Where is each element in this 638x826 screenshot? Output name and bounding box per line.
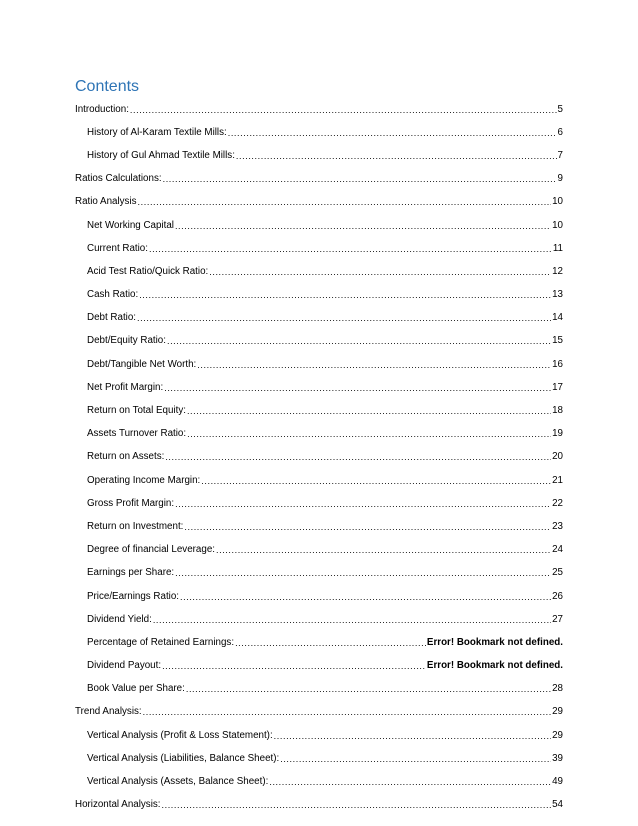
toc-entry-page-number: 10 [552, 196, 563, 208]
toc-entry-page-number: 24 [552, 544, 563, 556]
toc-entry-page-number: 23 [552, 520, 563, 532]
toc-entry-label[interactable]: Ratio Analysis [75, 196, 137, 208]
toc-entry-label[interactable]: Operating Income Margin: [87, 474, 201, 486]
toc-entry-page-number: 9 [557, 173, 563, 185]
toc-dot-leader [280, 753, 551, 765]
toc-entry-page-number: 10 [552, 219, 563, 231]
toc-entry-label[interactable]: Vertical Analysis (Profit & Loss Statement): [87, 729, 273, 741]
toc-entry-page-number: 39 [552, 752, 563, 764]
toc-entry-page-number: 27 [552, 613, 563, 625]
toc-entry-error: Error! Bookmark not defined. [426, 660, 563, 672]
toc-entry-page-number: 29 [552, 729, 563, 741]
toc-entry[interactable] [75, 144, 563, 167]
toc-entry[interactable] [75, 469, 563, 492]
toc-entry-label[interactable]: Book Value per Share: [87, 683, 185, 695]
toc-entry[interactable] [75, 724, 563, 747]
toc-entry-page-number: 11 [552, 242, 563, 254]
toc-dot-leader [201, 475, 551, 487]
toc-entry-page-number: 6 [557, 126, 563, 138]
toc-entry-label[interactable]: Horizontal Analysis: [75, 799, 161, 811]
toc-entry-label[interactable]: Dividend Payout: [87, 660, 162, 672]
toc-entry[interactable] [75, 515, 563, 538]
toc-entry[interactable] [75, 608, 563, 631]
toc-entry-page-number: 14 [552, 312, 563, 324]
toc-entry[interactable] [75, 399, 563, 422]
toc-entry-page-number: 29 [552, 706, 563, 718]
toc-entry-label[interactable]: Percentage of Retained Earnings: [87, 636, 235, 648]
toc-entry-page-number: 5 [557, 103, 563, 115]
toc-dot-leader [235, 637, 426, 649]
toc-entry-page-number: 7 [557, 149, 563, 161]
toc-entry[interactable] [75, 260, 563, 283]
toc-dot-leader [269, 776, 551, 788]
toc-entry-page-number: 20 [552, 451, 563, 463]
toc-entry-page-number: 18 [552, 405, 563, 417]
toc-entry[interactable] [75, 307, 563, 330]
toc-entry-label[interactable]: Return on Total Equity: [87, 405, 186, 417]
toc-entry-label[interactable]: Debt Ratio: [87, 312, 137, 324]
toc-entry-page-number: 15 [552, 335, 563, 347]
toc-dot-leader [175, 220, 551, 232]
toc-entry-label[interactable]: Return on Assets: [87, 451, 165, 463]
toc-entry-page-number: 26 [552, 590, 563, 602]
toc-entry-label[interactable]: Introduction: [75, 103, 129, 115]
toc-dot-leader [165, 451, 551, 463]
toc-entry[interactable] [75, 423, 563, 446]
toc-entry-label[interactable]: History of Gul Ahmad Textile Mills: [87, 149, 235, 161]
toc-entry[interactable] [75, 747, 563, 770]
toc-entry[interactable] [75, 655, 563, 678]
toc-entry-label[interactable]: Net Profit Margin: [87, 381, 164, 393]
toc-entry-page-number: 17 [552, 381, 563, 393]
toc-dot-leader [138, 196, 552, 208]
toc-dot-leader [180, 591, 551, 603]
toc-entry[interactable] [75, 794, 563, 817]
toc-entry-page-number: 49 [552, 776, 563, 788]
toc-dot-leader [162, 799, 552, 811]
toc-entry-label[interactable]: Net Working Capital [87, 219, 174, 231]
toc-entry-label[interactable]: Earnings per Share: [87, 567, 175, 579]
toc-entry[interactable] [75, 121, 563, 144]
toc-entry-label[interactable]: Price/Earnings Ratio: [87, 590, 180, 602]
toc-entry-label[interactable]: Current Ratio: [87, 242, 148, 254]
toc-dot-leader [187, 405, 551, 417]
toc-entry[interactable] [75, 214, 563, 237]
toc-entry-error: Error! Bookmark not defined. [426, 636, 563, 648]
toc-entry-label[interactable]: Dividend Yield: [87, 613, 152, 625]
toc-entry-page-number: 25 [552, 567, 563, 579]
toc-entry[interactable] [75, 237, 563, 260]
toc-entry-label[interactable]: Cash Ratio: [87, 289, 139, 301]
toc-entry[interactable] [75, 353, 563, 376]
toc-dot-leader [167, 335, 551, 347]
toc-entry-page-number: 22 [552, 497, 563, 509]
toc-dot-leader [274, 730, 551, 742]
toc-entry-label[interactable]: History of Al-Karam Textile Mills: [87, 126, 227, 138]
toc-dot-leader [162, 660, 426, 672]
toc-entry[interactable] [75, 562, 563, 585]
toc-dot-leader [236, 150, 557, 162]
toc-entry-label[interactable]: Debt/Equity Ratio: [87, 335, 166, 347]
toc-entry-label[interactable]: Degree of financial Leverage: [87, 544, 215, 556]
toc-entry[interactable] [75, 770, 563, 793]
toc-entry-label[interactable]: Vertical Analysis (Liabilities, Balance Sheet): [87, 752, 280, 764]
toc-entry-page-number: 21 [552, 474, 563, 486]
toc-entry-page-number: 19 [552, 428, 563, 440]
table-of-contents [75, 98, 563, 817]
toc-entry[interactable] [75, 191, 563, 214]
toc-entry[interactable] [75, 284, 563, 307]
toc-dot-leader [175, 567, 551, 579]
toc-dot-leader [143, 706, 551, 718]
toc-entry-label[interactable]: Debt/Tangible Net Worth: [87, 358, 197, 370]
toc-entry[interactable] [75, 492, 563, 515]
toc-heading: Contents [75, 78, 140, 95]
toc-entry[interactable] [75, 585, 563, 608]
toc-entry[interactable] [75, 168, 563, 191]
toc-dot-leader [164, 382, 551, 394]
toc-dot-leader [137, 312, 551, 324]
toc-entry-page-number: 13 [552, 289, 563, 301]
toc-entry-label[interactable]: Assets Turnover Ratio: [87, 428, 187, 440]
toc-entry[interactable] [75, 539, 563, 562]
toc-entry[interactable] [75, 330, 563, 353]
toc-entry[interactable] [75, 678, 563, 701]
toc-entry-label[interactable]: Vertical Analysis (Assets, Balance Sheet): [87, 776, 269, 788]
toc-entry-label[interactable]: Acid Test Ratio/Quick Ratio: [87, 265, 209, 277]
toc-dot-leader [187, 428, 551, 440]
toc-dot-leader [216, 544, 551, 556]
toc-dot-leader [228, 127, 557, 139]
toc-entry[interactable] [75, 446, 563, 469]
toc-entry-page-number: 12 [552, 265, 563, 277]
toc-entry-page-number: 54 [552, 799, 563, 811]
toc-dot-leader [197, 359, 551, 371]
toc-entry[interactable] [75, 98, 563, 121]
toc-dot-leader [149, 243, 552, 255]
toc-entry-label[interactable]: Trend Analysis: [75, 706, 142, 718]
toc-entry-page-number: 28 [552, 683, 563, 695]
toc-dot-leader [184, 521, 551, 533]
toc-dot-leader [209, 266, 551, 278]
toc-entry-label[interactable]: Return on Investment: [87, 520, 184, 532]
toc-dot-leader [139, 289, 551, 301]
toc-dot-leader [130, 104, 557, 116]
toc-entry[interactable] [75, 701, 563, 724]
toc-entry[interactable] [75, 376, 563, 399]
toc-dot-leader [186, 683, 551, 695]
toc-entry-label[interactable]: Ratios Calculations: [75, 173, 162, 185]
toc-entry[interactable] [75, 631, 563, 654]
toc-dot-leader [153, 614, 551, 626]
toc-dot-leader [175, 498, 551, 510]
toc-entry-label[interactable]: Gross Profit Margin: [87, 497, 175, 509]
toc-dot-leader [163, 173, 557, 185]
toc-entry-page-number: 16 [552, 358, 563, 370]
